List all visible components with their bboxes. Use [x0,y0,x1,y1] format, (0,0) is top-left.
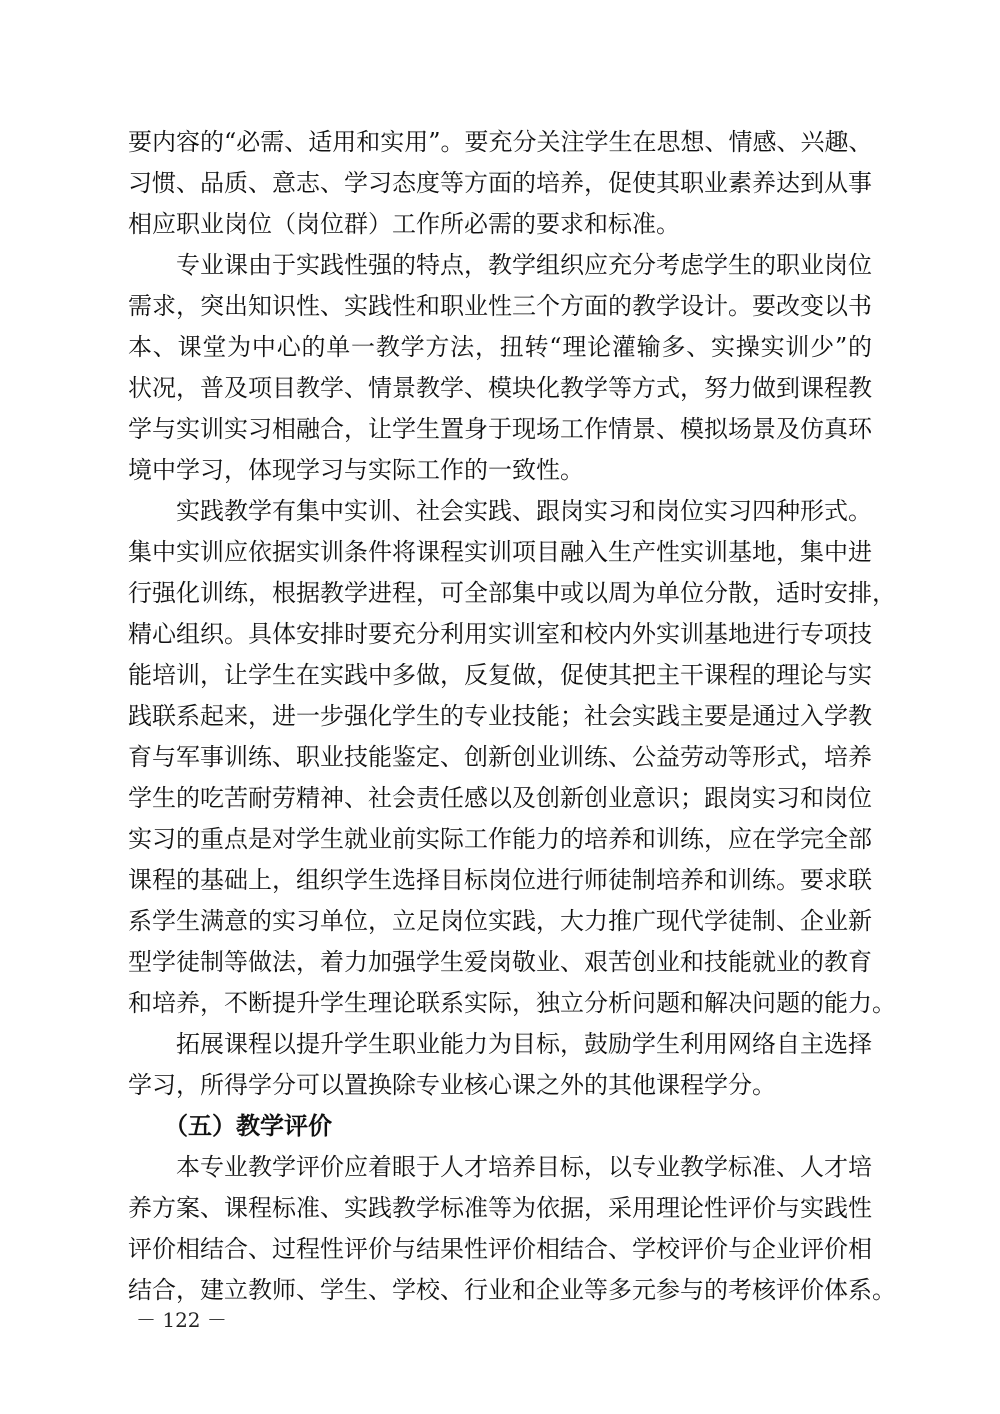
paragraph-3-line-5: 能培训，让学生在实践中多做，反复做，促使其把主干课程的理论与实 [128,661,872,689]
paragraph-3-line-9: 实习的重点是对学生就业前实际工作能力的培养和训练，应在学完全部 [128,825,872,853]
paragraph-3-line-2: 集中实训应依据实训条件将课程实训项目融入生产性实训基地，集中进 [128,538,872,566]
paragraph-2-line-2: 需求，突出知识性、实践性和职业性三个方面的教学设计。要改变以书 [128,292,872,320]
paragraph-2-line-5: 学与实训实习相融合，让学生置身于现场工作情景、模拟场景及仿真环 [128,415,872,443]
paragraph-3-line-7: 育与军事训练、职业技能鉴定、创新创业训练、公益劳动等形式，培养 [128,743,872,771]
final-paragraph-line-4: 结合，建立教师、学生、学校、行业和企业等多元参与的考核评价体系。 [128,1276,896,1304]
paragraph-3-line-12: 型学徒制等做法，着力加强学生爱岗敬业、艰苦创业和技能就业的教育 [128,948,872,976]
paragraph-1-line-2: 习惯、品质、意志、学习态度等方面的培养，促使其职业素养达到从事 [128,169,872,197]
paragraph-2-line-1: 专业课由于实践性强的特点，教学组织应充分考虑学生的职业岗位 [176,251,872,279]
paragraph-3-line-10: 课程的基础上，组织学生选择目标岗位进行师徒制培养和训练。要求联 [128,866,872,894]
page-number: － 122 － [136,1308,227,1332]
paragraph-3-line-6: 践联系起来，进一步强化学生的专业技能；社会实践主要是通过入学教 [128,702,872,730]
final-paragraph-line-3: 评价相结合、过程性评价与结果性评价相结合、学校评价与企业评价相 [128,1235,872,1263]
body-text [128,122,896,1311]
final-paragraph-line-1: 本专业教学评价应着眼于人才培养目标，以专业教学标准、人才培 [176,1153,872,1181]
paragraph-3-line-8: 学生的吃苦耐劳精神、社会责任感以及创新创业意识；跟岗实习和岗位 [128,784,872,812]
paragraph-3-line-13: 和培养，不断提升学生理论联系实际，独立分析问题和解决问题的能力。 [128,989,896,1017]
paragraph-3-line-11: 系学生满意的实习单位，立足岗位实践，大力推广现代学徒制、企业新 [128,907,872,935]
paragraph-3-line-1: 实践教学有集中实训、社会实践、跟岗实习和岗位实习四种形式。 [176,497,872,525]
paragraph-1-line-1: 要内容的“必需、适用和实用”。要充分关注学生在思想、情感、兴趣、 [128,128,873,156]
paragraph-3-line-3: 行强化训练，根据教学进程，可全部集中或以周为单位分散，适时安排， [128,579,896,607]
paragraph-2-line-6: 境中学习，体现学习与实际工作的一致性。 [128,456,584,484]
paragraph-1-line-3: 相应职业岗位（岗位群）工作所必需的要求和标准。 [128,210,680,238]
paragraph-2-line-4: 状况，普及项目教学、情景教学、模块化教学等方式，努力做到课程教 [128,374,872,402]
paragraph-3-line-4: 精心组织。具体安排时要充分利用实训室和校内外实训基地进行专项技 [128,620,872,648]
final-paragraph-line-2: 养方案、课程标准、实践教学标准等为依据，采用理论性评价与实践性 [128,1194,872,1222]
section-heading: （五）教学评价 [164,1112,332,1140]
paragraph-4-line-1: 拓展课程以提升学生职业能力为目标，鼓励学生利用网络自主选择 [176,1030,872,1058]
paragraph-4-line-2: 学习，所得学分可以置换除专业核心课之外的其他课程学分。 [128,1071,776,1099]
paragraph-2-line-3: 本、课堂为中心的单一教学方法，扭转“理论灌输多、实操实训少”的 [128,333,872,361]
